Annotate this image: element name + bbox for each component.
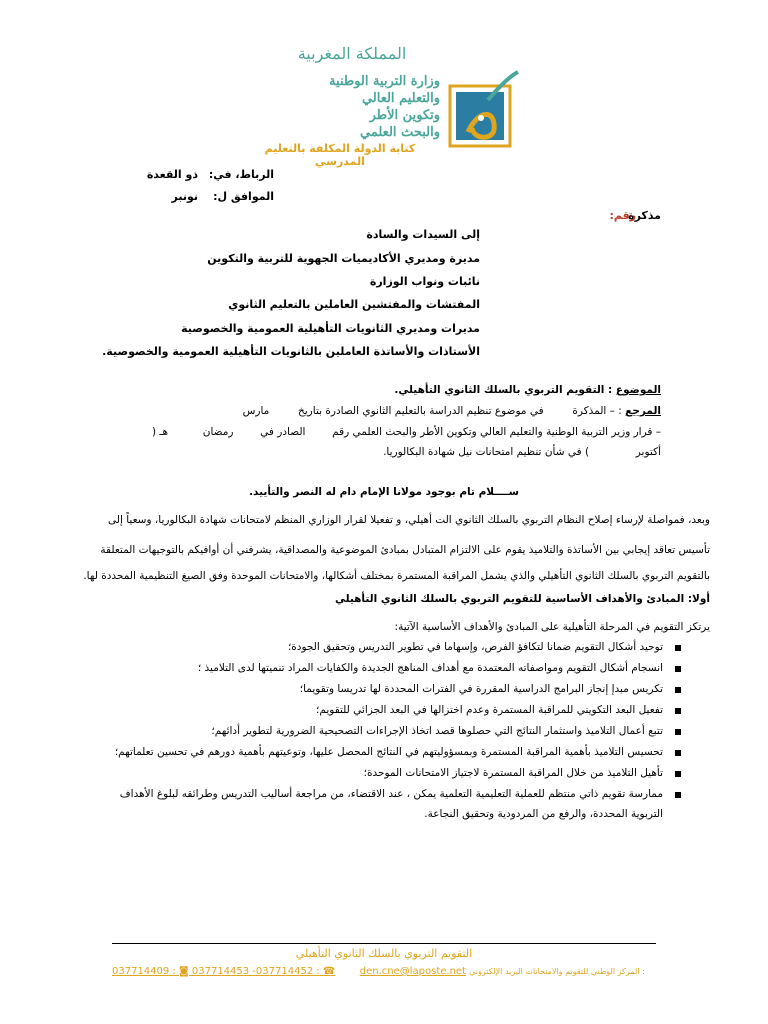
rabat-label: الرباط، في: [208,168,274,181]
ministry-line-1: وزارة التربية الوطنية [329,74,440,89]
footer-contact [112,966,672,977]
list-item: ممارسة تقويم ذاتي منتظم للعملية التعليمية التعلمية يمكن ، عند الاقتضاء، من مراجعة أساليب التدريس وطرائقه لبلوغ الأهداف [103,788,663,800]
reference-line2-c: رمضان [202,426,234,438]
ministry-logo-icon [448,70,520,148]
intro-line-1: وبعد، فمواصلة لإرساء إصلاح النظام التربوي بالسلك الثانوي الت أهيلي، و تفعيلا لقرار الوزاري المنظم لامتحانات شهادة البكالوريا، وسعياً إلى [108,514,710,526]
bullet-icon [675,687,681,693]
list-item: توحيد أشكال التقويم ضمانا لتكافؤ الفرص، وإسهاما في تطوير التدريس وتحقيق الجودة؛ [103,641,663,653]
reference-line1-a: : – المذكرة [572,405,622,417]
intro-line-3: بالتقويم التربوي بالسلك الثانوي التأهيلي والذي يشمل المراقبة المستمرة بمختلف أشكالها، والامتحانات الموحدة وفق الصيغ التنظيمية المحددة لها. [83,570,710,582]
recipient-line: نائبات ونواب الوزارة [369,275,480,288]
subject-label: الموضوع [615,384,661,396]
ministry-line-2: والتعليم العالي [361,91,440,106]
reference-line3-b: ) في شأن تنظيم امتحانات نيل شهادة البكالوريا. [383,446,590,458]
bullet-icon [675,729,681,735]
bullet-icon [675,771,681,777]
reference-line2-a: – قرار وزير التربية الوطنية والتعليم العالي وتكوين الأطر والبحث العلمي رقم [332,426,661,438]
reference-label: المرجع [625,405,661,417]
list-item: تكريس مبدإ إنجاز البرامج الدراسية المقررة في الفترات المحددة لها تدريسا وتقويما؛ [103,683,663,695]
bullet-icon [675,792,681,798]
section-title: أولا: المبادئ والأهداف الأساسية للتقويم التربوي بالسلك الثانوي التأهيلي [334,593,710,605]
list-item: تأهيل التلاميذ من خلال المراقبة المستمرة لاجتياز الامتحانات الموحدة؛ [103,767,663,779]
reference-line1-c: مارس [242,405,270,417]
bullet-icon [675,750,681,756]
reference-line1-b: في موضوع تنظيم الدراسة بالتعليم الثانوي الصادرة بتاريخ [297,405,544,417]
recipient-line: مديرة ومديري الأكاديميات الجهوية للتربية والتكوين [207,252,480,265]
kingdom-title: المملكة المغربية [297,44,407,63]
memo-label: مذكرة [628,209,661,222]
memo-number-label: رقم: [609,209,636,222]
footer-title: التقويم التربوي بالسلك الثانوي التأهيلي [295,947,473,960]
list-item: تتبع أعمال التلاميذ واستثمار النتائج التي حصلوها قصد اتخاذ الإجراءات التصحيحية الضرورية لتطوير أدائهم؛ [103,725,663,737]
footer-email[interactable]: den.cne@laposte.net [359,966,466,977]
footer-phone: 037714409 : ◙ 037714453 -037714452 : ☎ [112,966,336,977]
bullet-icon [675,645,681,651]
reference-line2-d: هـ ( [152,426,169,438]
list-item: تحسيس التلاميذ بأهمية المراقبة المستمرة وبمسؤوليتهم في النتائج المحصل عليها، وتوعيتهم بأهمية دورهم في تحسين تعلماتهم؛ [103,746,663,758]
corresponding-label: الموافق ل: [213,190,274,203]
secretariat-title: كتابة الدولة المكلفة بالتعليم المدرسي [264,142,416,168]
reference-line3-a: أكتوبر [635,446,661,458]
recipient-line: مديرات ومديري الثانويات التأهيلية العمومية والخصوصية [181,322,480,335]
section-lead: يرتكز التقويم في المرحلة التأهيلية على المبادئ والأهداف الأساسية الآتية: [394,621,710,633]
bullet-icon [675,666,681,672]
intro-line-2: تأسيس تعاقد إيجابي بين الأساتذة والتلاميذ يقوم على الالتزام المتبادل بمبادئ الموضوعية والمصداقية، يشرفني أن أوافيكم بالتوجيهات المتعلقة [100,544,710,556]
recipient-line: المفتشات والمفتشين العاملين بالتعليم الثانوي [228,298,480,311]
footer-divider [112,943,656,944]
recipient-line: الأستاذات والأساتذة العاملين بالثانويات التأهيلية العمومية والخصوصية. [102,345,480,358]
list-item-continuation: التربوية المحددة، والرفع من المردودية وتحقيق النجاعة. [424,808,663,820]
ministry-line-3: وتكوين الأطر [369,108,440,123]
reference-line2-b: الصادر في [260,426,306,438]
ministry-line-4: والبحث العلمي [360,125,440,140]
list-item: تفعيل البعد التكويني للمراقبة المستمرة وعدم اختزالها في البعد الجزائي للتقويم؛ [103,704,663,716]
list-item: انسجام أشكال التقويم ومواصفاته المعتمدة مع أهداف المناهج الجديدة والكفايات المراد تنميتها لدى التلاميذ ؛ [103,662,663,674]
subject-text: : التقويم التربوي بالسلك الثانوي التأهيلي. [394,384,613,396]
footer-center: المركز الوطني للتقويم والامتحانات البريد الإلكتروني : [469,967,645,976]
corresponding-value: نونبر [171,190,198,203]
bullet-icon [675,708,681,714]
recipients-to: إلى السيدات والسادة [366,228,480,241]
rabat-value: ذو القعدة [146,168,198,181]
greeting: ســــلام تام بوجود مولانا الإمام دام له النصر والتأييد. [249,486,519,498]
